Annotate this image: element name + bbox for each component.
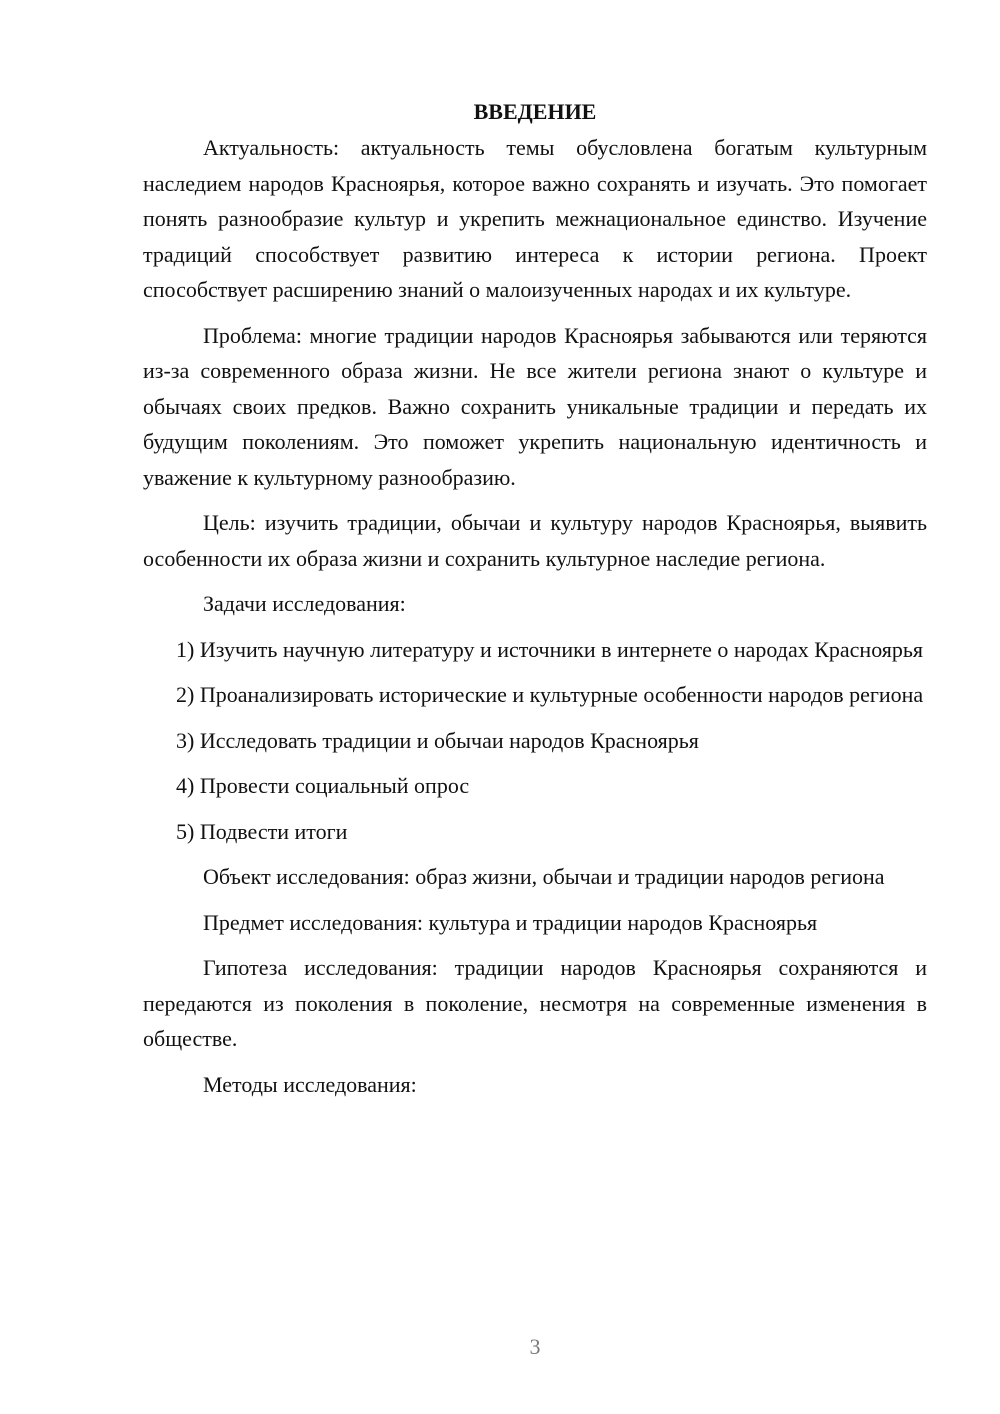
object-paragraph: Объект исследования: образ жизни, обычаи и традиции народов региона: [203, 864, 885, 889]
task-item: 5) Подвести итоги: [176, 818, 348, 844]
task-item: 3) Исследовать традиции и обычаи народов Красноярья: [176, 727, 699, 753]
task-item: 2) Проанализировать исторические и культурные особенности народов региона: [176, 682, 924, 707]
page-number: 3: [529, 1334, 541, 1359]
relevance-paragraph: Актуальность: актуальность темы обусловлена богатым культурным наследием народов Красноярья, которое важно сохранять и изучать. Это помогает понять разнообразие культур и укрепить межнациональное единство. Изучение традиций способствует развитию интереса к истории региона. Проект способствует расширению знаний о малоизученных народах и их культуре.: [143, 135, 927, 302]
page-body: [143, 94, 927, 1112]
subject-paragraph: Предмет исследования: культура и традиции народов Красноярья: [203, 909, 818, 935]
task-item: 1) Изучить научную литературу и источники в интернете о народах Красноярья: [176, 636, 924, 662]
tasks-heading: Задачи исследования:: [203, 591, 406, 616]
section-title: ВВЕДЕНИЕ: [473, 99, 597, 124]
methods-heading: Методы исследования:: [203, 1071, 417, 1097]
goal-paragraph: Цель: изучить традиции, обычаи и культуру народов Красноярья, выявить особенности их образа жизни и сохранить культурное наследие региона.: [143, 510, 927, 571]
hypothesis-paragraph: Гипотеза исследования: традиции народов Красноярья сохраняются и передаются из поколения в поколение, несмотря на современные изменения в обществе.: [143, 955, 927, 1051]
problem-paragraph: Проблема: многие традиции народов Красноярья забываются или теряются из-за современного образа жизни. Не все жители региона знают о культуре и обычаях своих предков. Важно сохранить уникальные традиции и передать их будущим поколениям. Это поможет укрепить национальную идентичность и уважение к культурному разнообразию.: [143, 322, 927, 490]
task-item: 4) Провести социальный опрос: [176, 773, 470, 798]
